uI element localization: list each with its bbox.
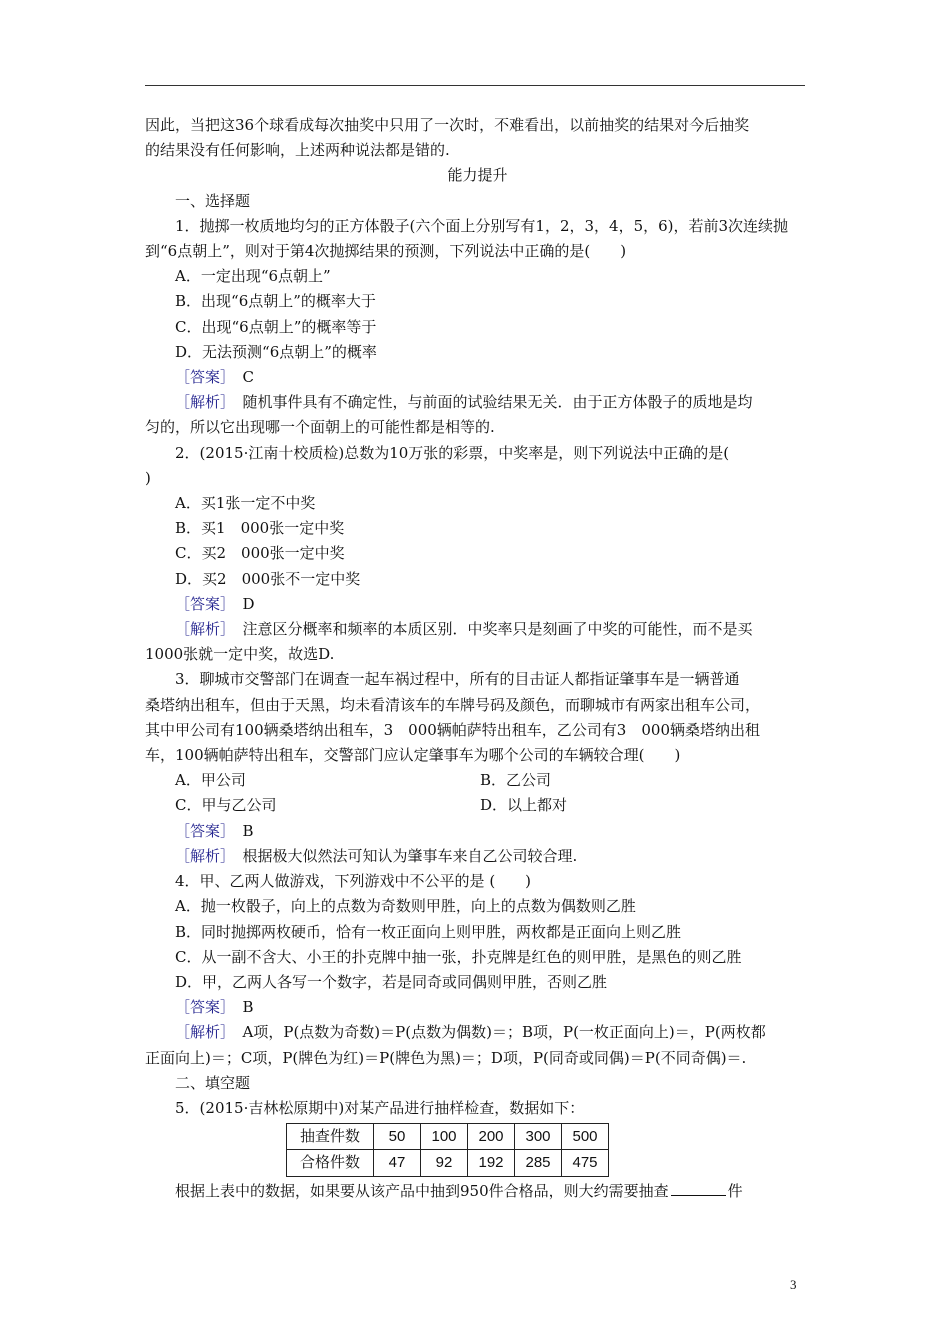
q4-option-b: B．同时抛掷两枚硬币，恰有一枚正面向上则甲胜，两枚都是正面向上则乙胜 <box>175 922 682 941</box>
answer-value: D <box>242 594 255 613</box>
q2-stem-line-1: 2．(2015·江南十校质检)总数为10万张的彩票，中奖率是，则下列说法中正确的是( <box>175 443 730 462</box>
table-cell: 47 <box>374 1150 421 1176</box>
q3-option-c: C．甲与乙公司 <box>175 796 277 815</box>
analysis-text: 注意区分概率和频率的本质区别．中奖率只是刻画了中奖的可能性，而不是买 <box>242 620 753 639</box>
answer-tag: ［答案］ <box>175 368 228 387</box>
header-rule <box>145 85 805 86</box>
analysis-text: A项，P(点数为奇数)＝P(点数为偶数)＝；B项，P(一枚正面向上)＝，P(两枚都 <box>242 1023 766 1042</box>
analysis-tag: ［解析］ <box>175 620 228 639</box>
q2-option-b: B．买1 000张一定中奖 <box>175 519 345 538</box>
q3-option-d: D．以上都对 <box>480 796 568 815</box>
table-cell: 抽查件数 <box>287 1124 374 1150</box>
q2-option-a: A．买1张一定不中奖 <box>175 494 316 513</box>
analysis-text: 随机事件具有不确定性，与前面的试验结果无关．由于正方体骰子的质地是均 <box>242 393 753 412</box>
q3-options-row-1 <box>145 768 810 793</box>
part1-heading: 一、选择题 <box>175 191 251 210</box>
q2-answer <box>145 592 810 617</box>
q5-text-after-blank: 件 <box>727 1181 743 1200</box>
intro-line-2: 的结果没有任何影响，上述两种说法都是错的. <box>145 141 450 160</box>
q1-stem-line-2: 到“6点朝上”，则对于第4次抛掷结果的预测，下列说法中正确的是( ) <box>145 242 627 261</box>
analysis-tag: ［解析］ <box>175 1023 228 1042</box>
q4-analysis-line-1 <box>145 1020 810 1045</box>
table-cell: 50 <box>374 1124 421 1150</box>
q1-option-a: A．一定出现“6点朝上” <box>175 267 331 286</box>
q4-option-d: D．甲，乙两人各写一个数字，若是同奇或同偶则甲胜，否则乙胜 <box>175 972 608 991</box>
q1-analysis-line-1 <box>145 390 810 415</box>
q3-option-a: A．甲公司 <box>175 771 246 790</box>
document-body <box>145 113 810 1204</box>
analysis-tag: ［解析］ <box>175 393 228 412</box>
table-cell: 合格件数 <box>287 1150 374 1176</box>
analysis-text: 根据极大似然法可知认为肇事车来自乙公司较合理. <box>242 846 578 865</box>
table-row <box>287 1124 609 1150</box>
q4-option-a: A．抛一枚骰子，向上的点数为奇数则甲胜，向上的点数为偶数则乙胜 <box>175 897 636 916</box>
table-cell: 100 <box>421 1124 468 1150</box>
q1-analysis-line-2: 匀的，所以它出现哪一个面朝上的可能性都是相等的. <box>145 418 495 437</box>
analysis-tag: ［解析］ <box>175 846 228 865</box>
table-cell: 300 <box>515 1124 562 1150</box>
table-cell: 500 <box>562 1124 609 1150</box>
q4-analysis-line-2: 正面向上)＝；C项，P(牌色为红)＝P(牌色为黑)＝；D项，P(同奇或同偶)＝P(不同奇偶)＝. <box>145 1048 747 1067</box>
q4-stem-line-1: 4．甲、乙两人做游戏，下列游戏中不公平的是 ( ) <box>175 872 532 891</box>
q1-option-d: D．无法预测“6点朝上”的概率 <box>175 342 377 361</box>
sampling-table <box>286 1123 609 1176</box>
q3-stem-line-4: 车，100辆帕萨特出租车，交警部门应认定肇事车为哪个公司的车辆较合理( ) <box>145 746 681 765</box>
q3-analysis-line-1 <box>145 844 810 869</box>
q3-answer <box>145 819 810 844</box>
q1-stem-line-1: 1．抛掷一枚质地均匀的正方体骰子(六个面上分别写有1，2，3，4，5，6)，若前3次连续抛 <box>175 216 789 235</box>
answer-tag: ［答案］ <box>175 998 228 1017</box>
q2-analysis-line-2: 1000张就一定中奖，故选D. <box>145 645 335 664</box>
answer-tag: ［答案］ <box>175 821 228 840</box>
q5-stem-line-1: 5．(2015·吉林松原期中)对某产品进行抽样检查，数据如下： <box>175 1098 585 1117</box>
section-title: 能力提升 <box>447 166 508 185</box>
q4-answer <box>145 995 810 1020</box>
q3-options-row-2 <box>145 793 810 818</box>
q2-stem-line-2: ) <box>145 468 151 487</box>
table-cell: 92 <box>421 1150 468 1176</box>
q2-analysis-line-1 <box>145 617 810 642</box>
q3-stem-line-2: 桑塔纳出租车，但由于天黑，均未看清该车的车牌号码及颜色，而聊城市有两家出租车公司， <box>145 695 761 714</box>
answer-blank[interactable] <box>671 1181 726 1196</box>
q4-option-c: C．从一副不含大、小王的扑克牌中抽一张，扑克牌是红色的则甲胜，是黑色的则乙胜 <box>175 947 742 966</box>
answer-value: C <box>242 368 255 387</box>
q3-option-b: B．乙公司 <box>480 771 552 790</box>
q2-option-c: C．买2 000张一定中奖 <box>175 544 345 563</box>
q3-stem-line-3: 其中甲公司有100辆桑塔纳出租车，3 000辆帕萨特出租车，乙公司有3 000辆桑塔纳出租 <box>145 720 760 739</box>
q5-text-before-blank: 根据上表中的数据，如果要从该产品中抽到950件合格品，则大约需要抽查 <box>175 1181 669 1200</box>
q1-option-c: C．出现“6点朝上”的概率等于 <box>175 317 377 336</box>
q1-answer <box>145 365 810 390</box>
intro-line-1: 因此，当把这36个球看成每次抽奖中只用了一次时，不难看出，以前抽奖的结果对今后抽奖 <box>145 116 750 134</box>
table-cell: 475 <box>562 1150 609 1176</box>
table-row <box>287 1150 609 1176</box>
q1-option-b: B．出现“6点朝上”的概率大于 <box>175 292 376 311</box>
table-cell: 285 <box>515 1150 562 1176</box>
page-number: 3 <box>790 1277 797 1292</box>
table-cell: 192 <box>468 1150 515 1176</box>
q3-stem-line-1: 3．聊城市交警部门在调查一起车祸过程中，所有的目击证人都指证肇事车是一辆普通 <box>175 670 740 689</box>
answer-value: B <box>242 821 254 840</box>
q2-option-d: D．买2 000张不一定中奖 <box>175 569 361 588</box>
answer-value: B <box>242 998 254 1017</box>
table-cell: 200 <box>468 1124 515 1150</box>
answer-tag: ［答案］ <box>175 594 228 613</box>
part2-heading: 二、填空题 <box>175 1073 251 1092</box>
q5-stem-line-2 <box>145 1179 810 1204</box>
